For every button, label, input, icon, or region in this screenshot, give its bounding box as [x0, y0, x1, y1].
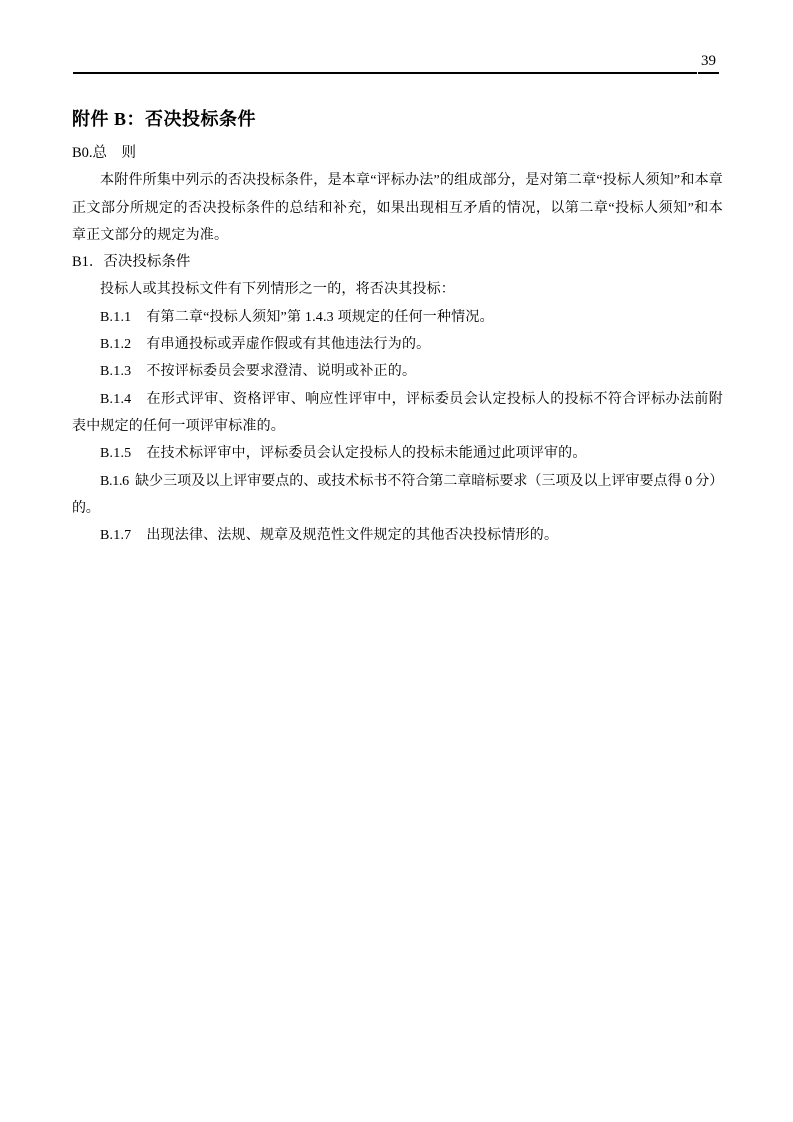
page-title: 附件 B：否决投标条件	[72, 109, 257, 129]
section-b0-heading: B0.总 则	[72, 145, 137, 161]
section-b0-paragraph: 本附件所集中列示的否决投标条件，是本章“评标办法”的组成部分，是对第二章“投标人须知”和本章正文部分所规定的否决投标条件的总结和补充，如果出现相互矛盾的情况，以第二章“投标人须知”和本章正文部分的规定为准。	[72, 173, 723, 243]
list-item-b112	[72, 331, 723, 358]
item-label: B.1.1	[100, 309, 132, 325]
list-item-b113	[72, 358, 723, 385]
item-label: B.1.7	[100, 528, 132, 544]
section-b1-intro: 投标人或其投标文件有下列情形之一的，将否决其投标：	[100, 282, 455, 298]
item-label: B.1.2	[100, 337, 132, 353]
item-text: 在技术标评审中，评标委员会认定投标人的投标未能通过此项评审的。	[146, 446, 587, 462]
list-item-b114	[72, 386, 723, 441]
page-number: 39	[698, 52, 719, 74]
list-item-b116	[72, 468, 723, 523]
item-text: 不按评标委员会要求澄清、说明或补正的。	[146, 364, 417, 380]
item-text: 有第二章“投标人须知”第 1.4.3 项规定的任何一种情况。	[146, 309, 494, 325]
item-text: 有串通投标或弄虚作假或有其他违法行为的。	[146, 337, 431, 353]
document-content	[72, 106, 723, 549]
header-rule	[73, 72, 697, 74]
item-text: 出现法律、法规、规章及规范性文件规定的其他否决投标情形的。	[146, 528, 559, 544]
item-label: B.1.4	[100, 391, 132, 407]
list-item-b115	[72, 440, 723, 467]
item-label: B.1.6	[100, 473, 129, 489]
item-text: 缺少三项及以上评审要点的、或技术标书不符合第二章暗标要求（三项及以上评审要点得 0 分）的。	[72, 473, 723, 516]
list-item-b117	[72, 522, 723, 549]
list-item-b111	[72, 304, 723, 331]
item-text: 在形式评审、资格评审、响应性评审中，评标委员会认定投标人的投标不符合评标办法前附表中规定的任何一项评审标准的。	[72, 391, 723, 434]
item-label: B.1.3	[100, 364, 132, 380]
item-label: B.1.5	[100, 446, 132, 462]
section-b1-heading: B1．否决投标条件	[72, 254, 191, 271]
